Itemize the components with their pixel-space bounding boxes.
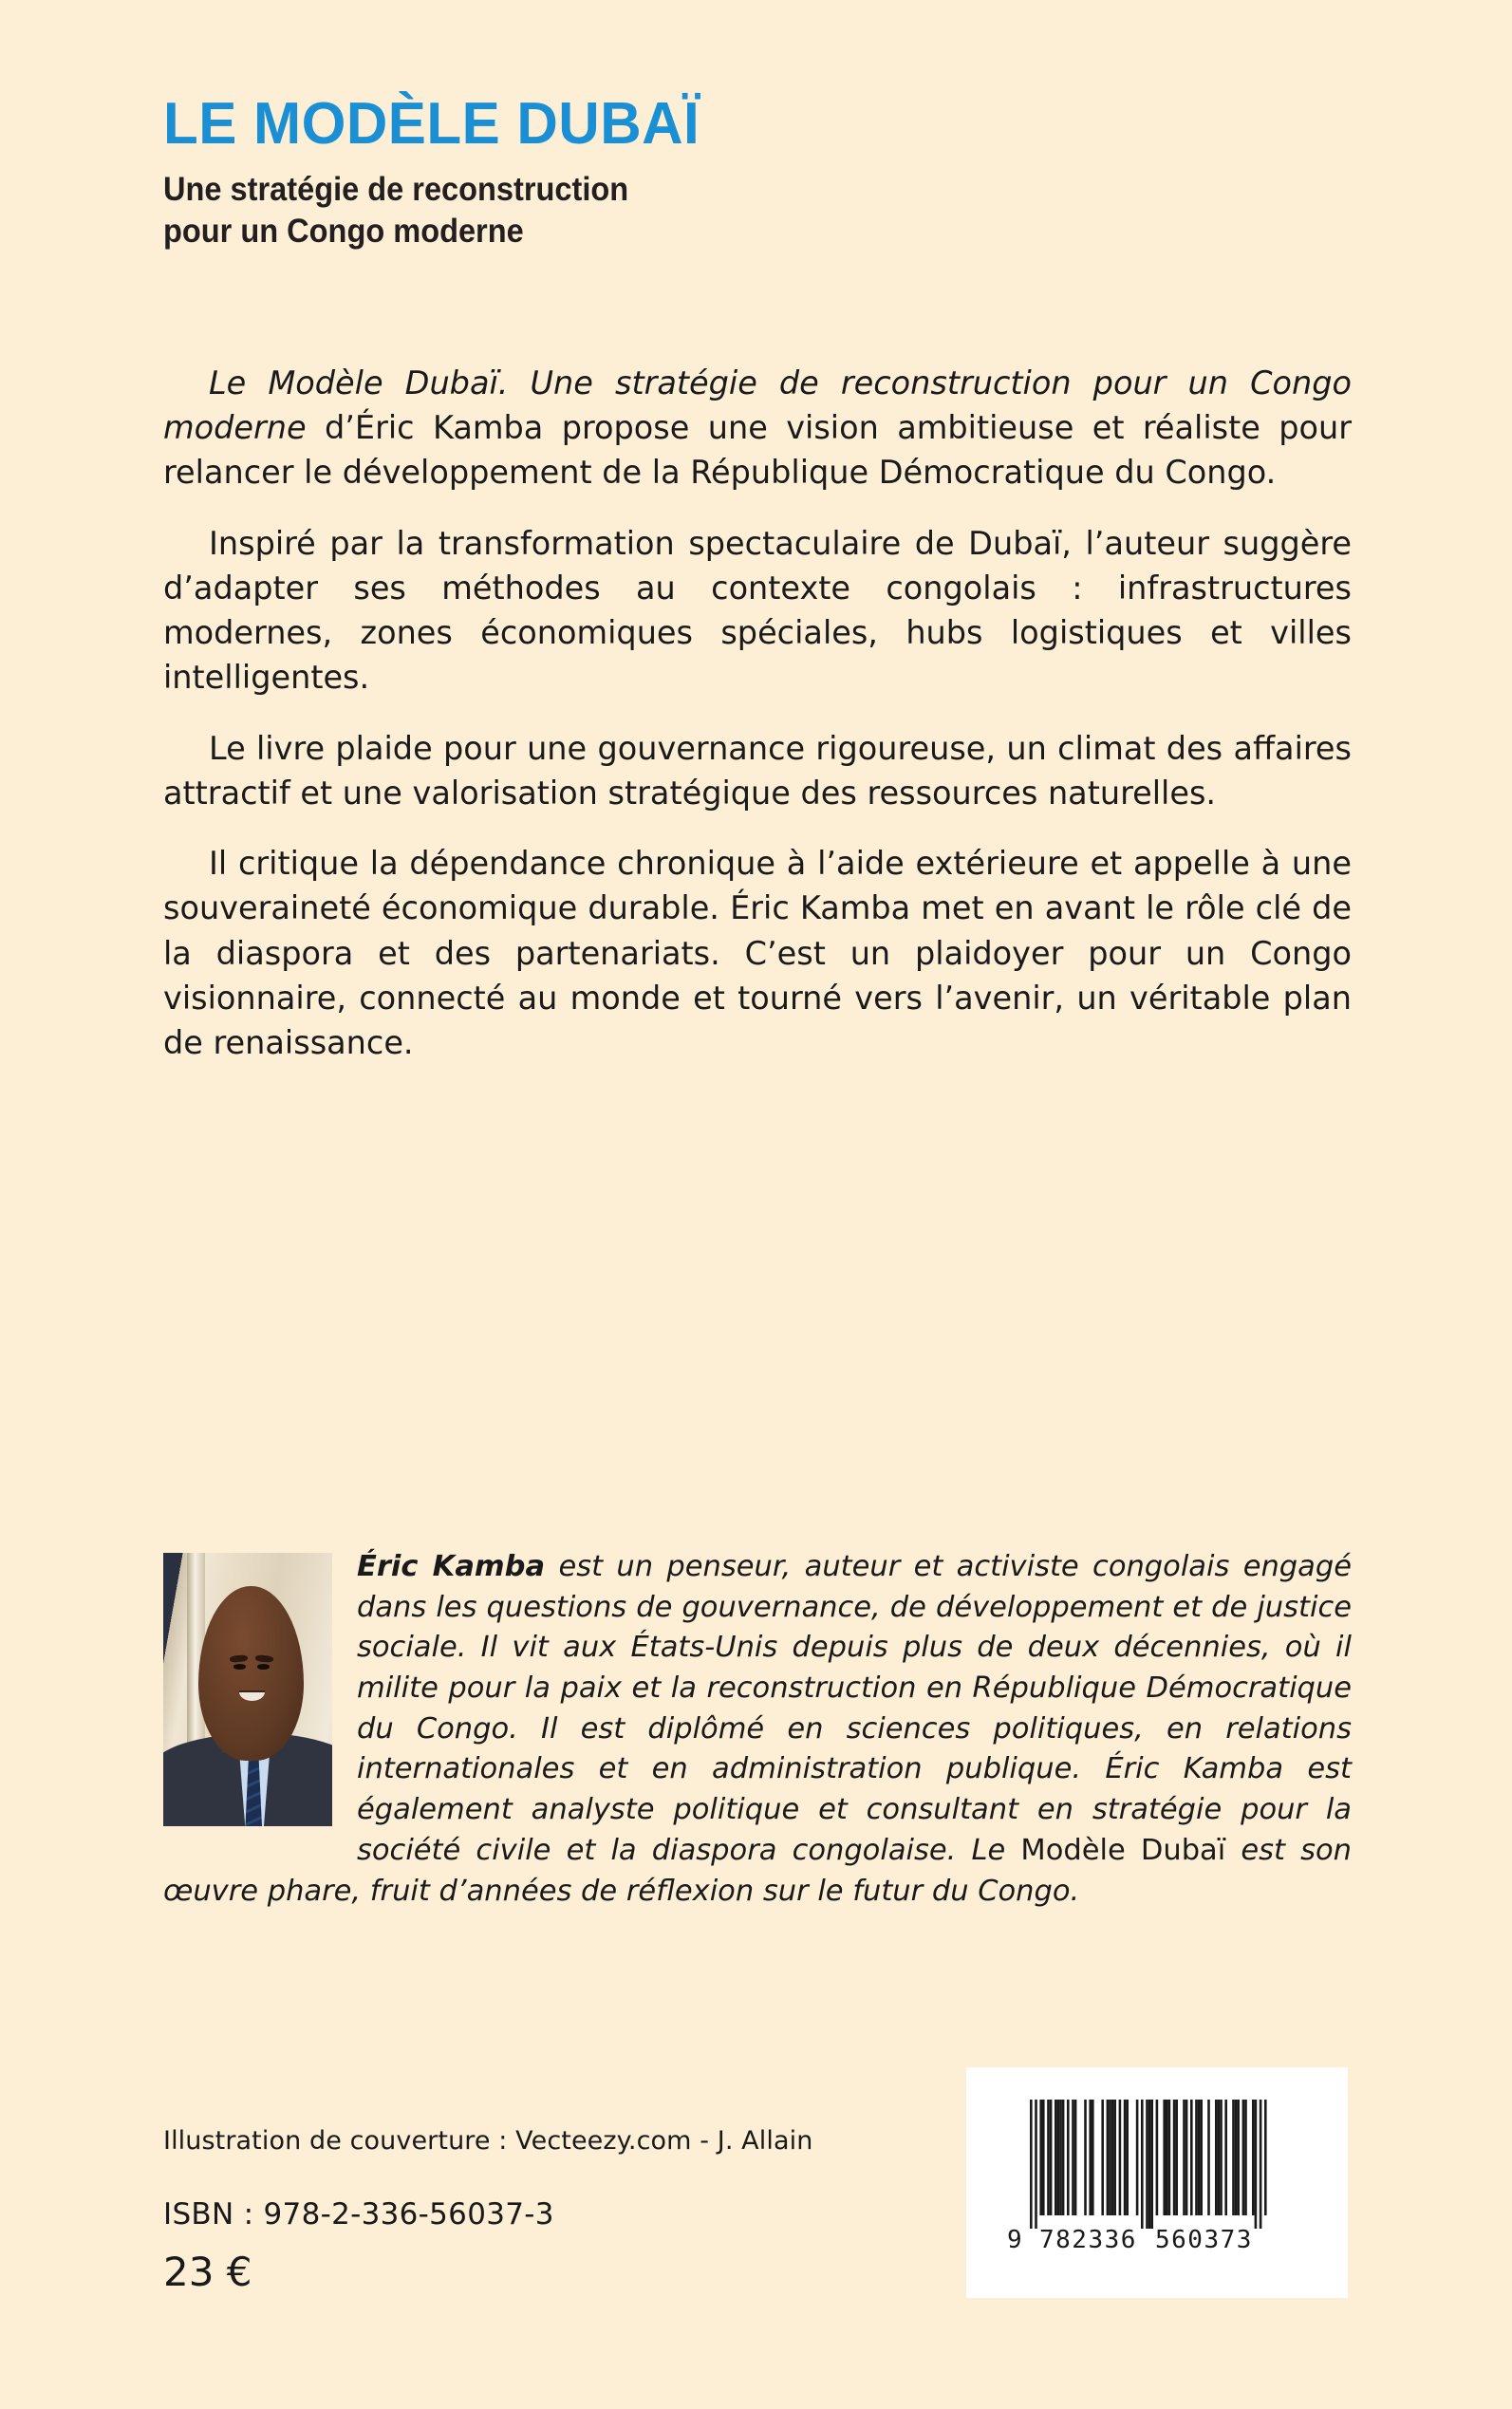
- blurb-text: [163, 361, 1352, 1065]
- isbn-barcode: [1005, 2096, 1309, 2262]
- page-title: LE MODÈLE DUBAÏ: [163, 91, 700, 157]
- svg-text:9: 9: [1007, 2226, 1024, 2254]
- blurb-paragraph-1-rest: d’Éric Kamba propose une vision ambitieuse et réaliste pour relancer le développement de la République Démocratique du Congo.: [163, 409, 1352, 492]
- author-bio-work-title: Modèle Dubaï: [1020, 1833, 1226, 1867]
- author-bio-part-1: est un penseur, auteur et activiste congolais engagé dans les questions de gouvernance, de développement et de justice sociale. Il vit aux États-Unis depuis plus de deux décennies, où il milite pour la paix et la reconstruction en République Démocratique du Congo. Il est diplômé en sciences politiques, en relations internationales et en administration publique. Éric Kamba est également analyste politique et consultant en stratégie pour la société civile et la diaspora congolaise. Le: [357, 1550, 1352, 1867]
- photo-eye-left: [233, 1664, 246, 1670]
- blurb-paragraph-4: Il critique la dépendance chronique à l’aide extérieure et appelle à une souveraineté économique durable. Éric Kamba met en avant le rôle clé de la diaspora et des partenariats. C’est un plaidoyer pour un Congo visionnaire, connecté au monde et tourné vers l’avenir, un véritable plan de renaissance.: [163, 845, 1352, 1062]
- author-bio-part-2: est son œuvre phare, fruit d’années de réflexion sur le futur du Congo.: [163, 1833, 1353, 1908]
- svg-text:782336: 782336: [1039, 2226, 1137, 2254]
- author-name: Éric Kamba: [357, 1550, 546, 1583]
- photo-eyebrow-left: [230, 1654, 248, 1663]
- book-subtitle: [163, 169, 1276, 253]
- blurb-book-title-italic: Le Modèle Dubaï. Une stratégie de reconstruction pour un Congo moderne: [163, 364, 1352, 447]
- blurb-paragraph-1: [163, 361, 1352, 495]
- barcode-panel: [966, 2067, 1348, 2298]
- blurb-paragraph-3: Le livre plaide pour une gouvernance rigoureuse, un climat des affaires attractif et une valorisation stratégique des ressources naturelles.: [163, 729, 1352, 812]
- book-subtitle-line-1: Une stratégie de reconstruction: [163, 171, 629, 208]
- author-bio: [163, 1547, 1352, 1912]
- photo-eye-right: [257, 1664, 270, 1670]
- author-photo: [163, 1553, 332, 1826]
- title-block: [163, 91, 1359, 253]
- isbn-text: ISBN : 978-2-336-56037-3: [163, 2197, 554, 2232]
- blurb-paragraph-2: Inspiré par la transformation spectaculaire de Dubaï, l’auteur suggère d’adapter ses méthodes au contexte congolais : infrastructures modernes, zones économiques spéciales, hubs logistiques et villes intelligentes.: [163, 524, 1352, 697]
- footer-block: [163, 2126, 942, 2295]
- photo-smile: [239, 1690, 264, 1701]
- book-subtitle-line-2: pour un Congo moderne: [163, 213, 524, 251]
- svg-text:560373: 560373: [1155, 2226, 1253, 2254]
- price-text: 23 €: [163, 2249, 252, 2295]
- cover-credit: Illustration de couverture : Vecteezy.com - J. Allain: [163, 2126, 813, 2156]
- photo-eyebrow-right: [255, 1654, 273, 1663]
